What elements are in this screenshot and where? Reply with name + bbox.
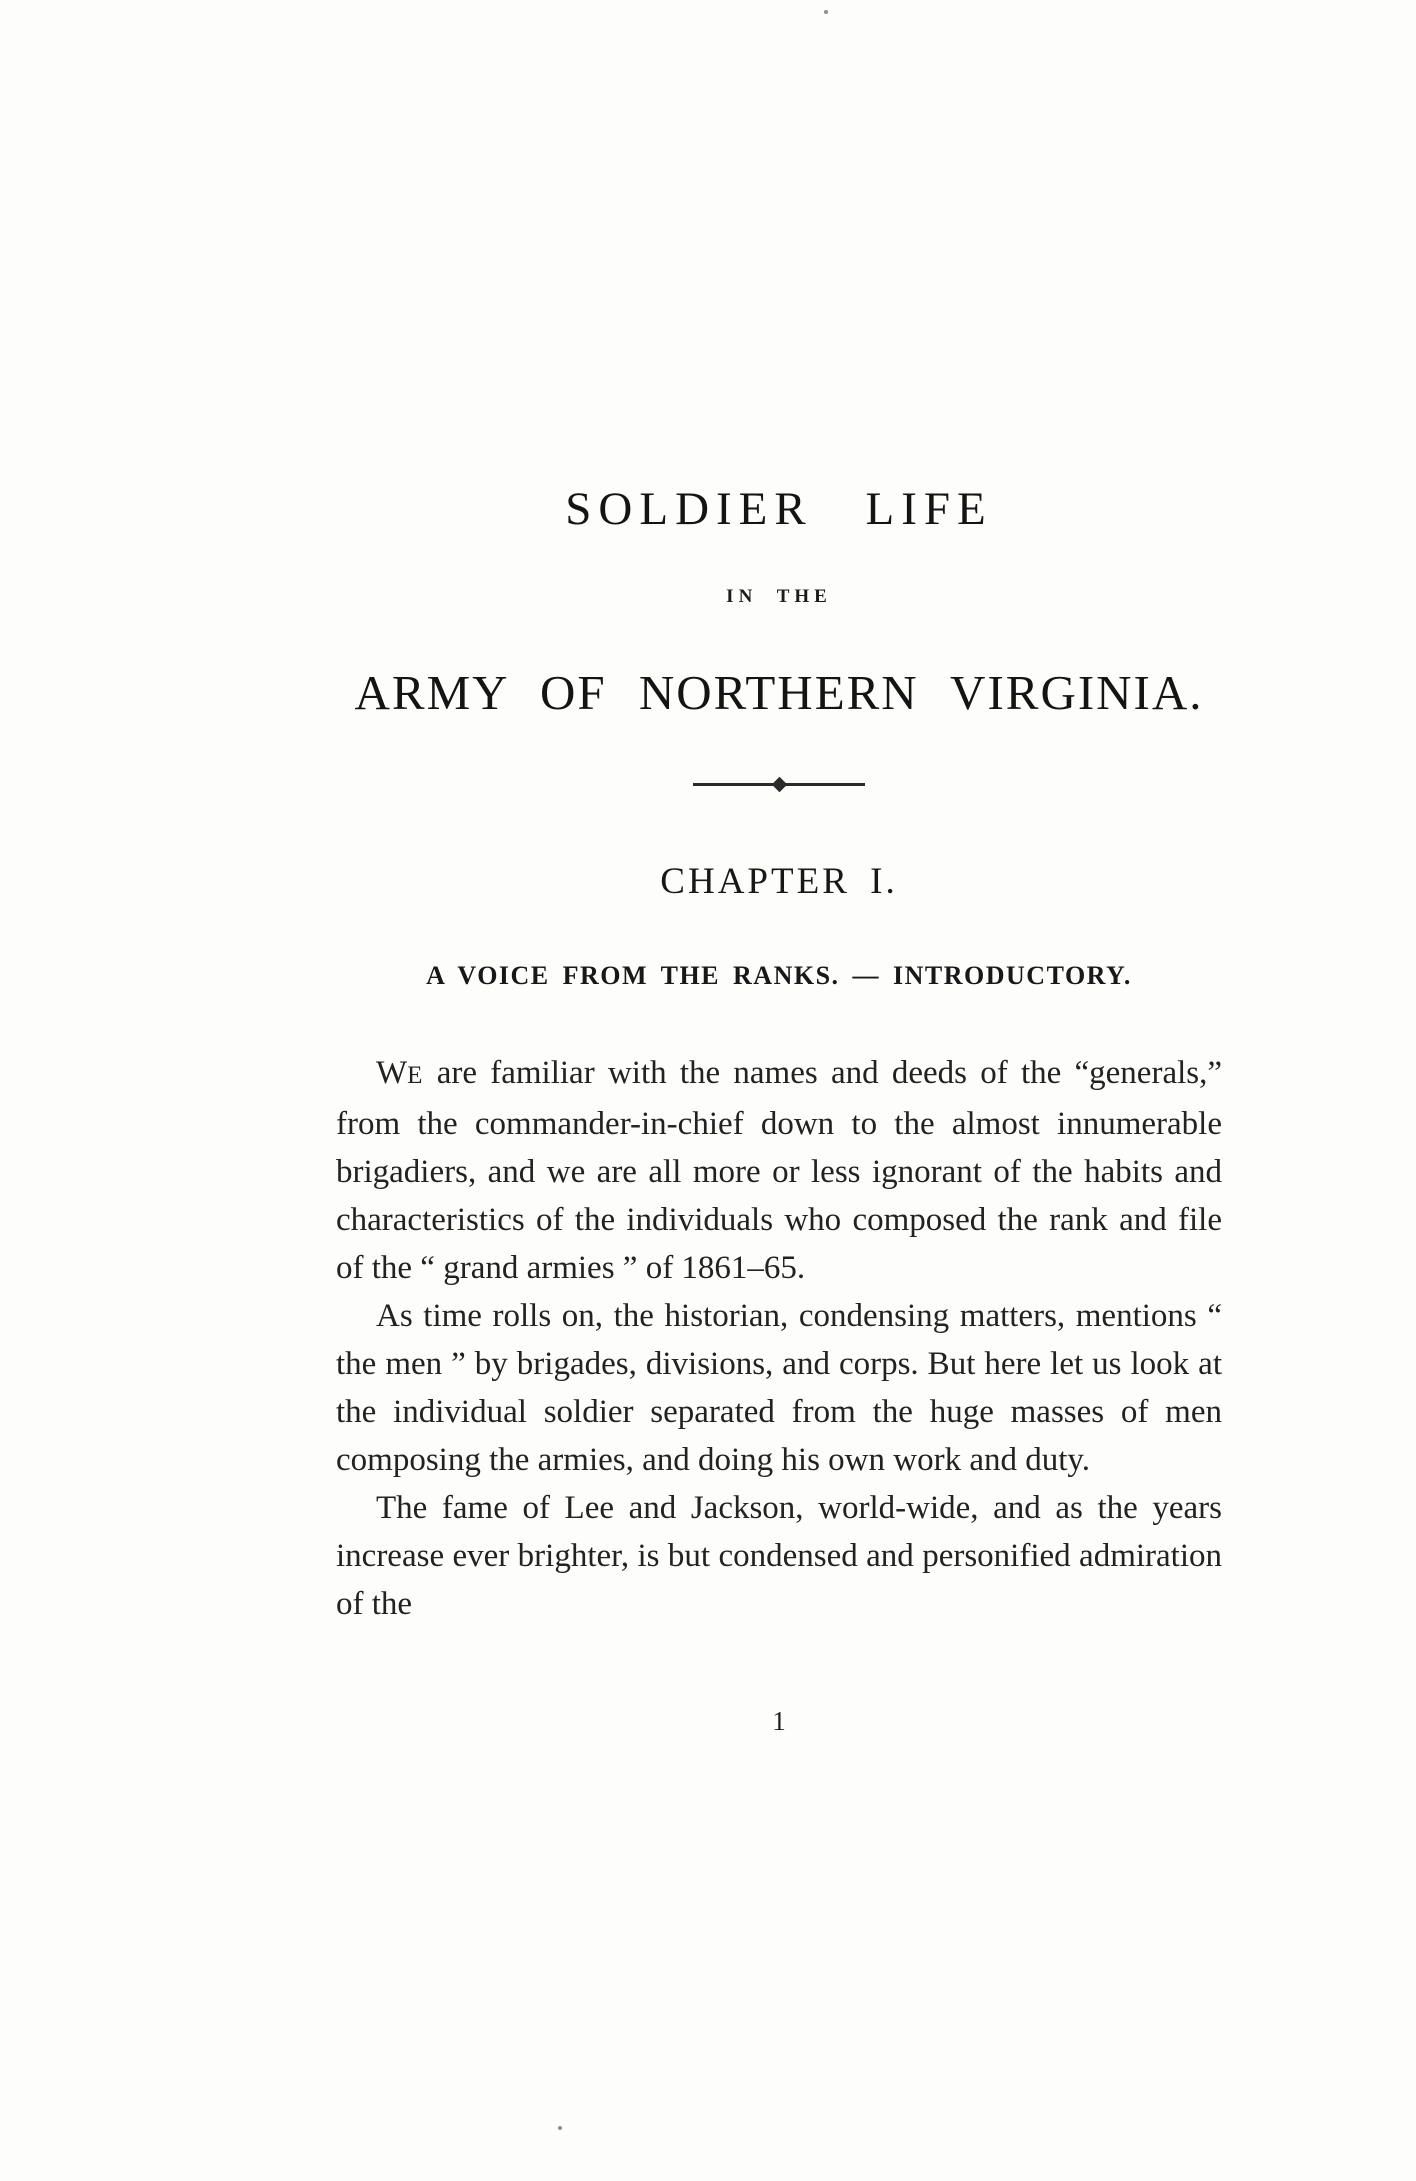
paragraph-text: are familiar with the names and deeds of the “generals,” from the commander-in-chief down to the almost innumerable brigadiers, and we are all more or less ignorant of the habits and characteristics of the individuals who composed the rank and file of the “ grand armies ” of 1861–65.	[336, 1055, 1222, 1286]
body-text	[336, 1049, 1222, 1628]
paragraph	[336, 1292, 1222, 1484]
page-number: 1	[772, 1706, 786, 1736]
divider-line-right	[783, 783, 866, 786]
paragraph	[336, 1484, 1222, 1628]
title-connector: IN THE	[726, 586, 832, 607]
book-title: SOLDIER LIFE	[565, 483, 993, 535]
page-content	[336, 0, 1222, 1737]
diamond-ornament-icon	[771, 777, 787, 793]
paragraph-text: The fame of Lee and Jackson, world-wide, and as the years increase ever brighter, is but condensed and personified admiration of the	[336, 1490, 1222, 1622]
section-divider	[693, 779, 865, 790]
chapter-heading: CHAPTER I.	[660, 861, 898, 902]
divider-line-left	[693, 783, 776, 786]
section-heading: A VOICE FROM THE RANKS. — INTRODUCTORY.	[426, 961, 1132, 990]
paragraph-text: As time rolls on, the historian, condensing matters, mentions “ the men ” by brigades, divisions, and corps. But here let us look at the individual soldier separated from the huge masses of men composing the armies, and doing his own work and duty.	[336, 1298, 1222, 1478]
lead-capital: W	[376, 1055, 408, 1091]
paragraph	[336, 1049, 1222, 1292]
scan-artifact-dot	[558, 2126, 562, 2130]
lead-small-cap: E	[407, 1062, 424, 1089]
book-subtitle: ARMY OF NORTHERN VIRGINIA.	[354, 665, 1204, 720]
